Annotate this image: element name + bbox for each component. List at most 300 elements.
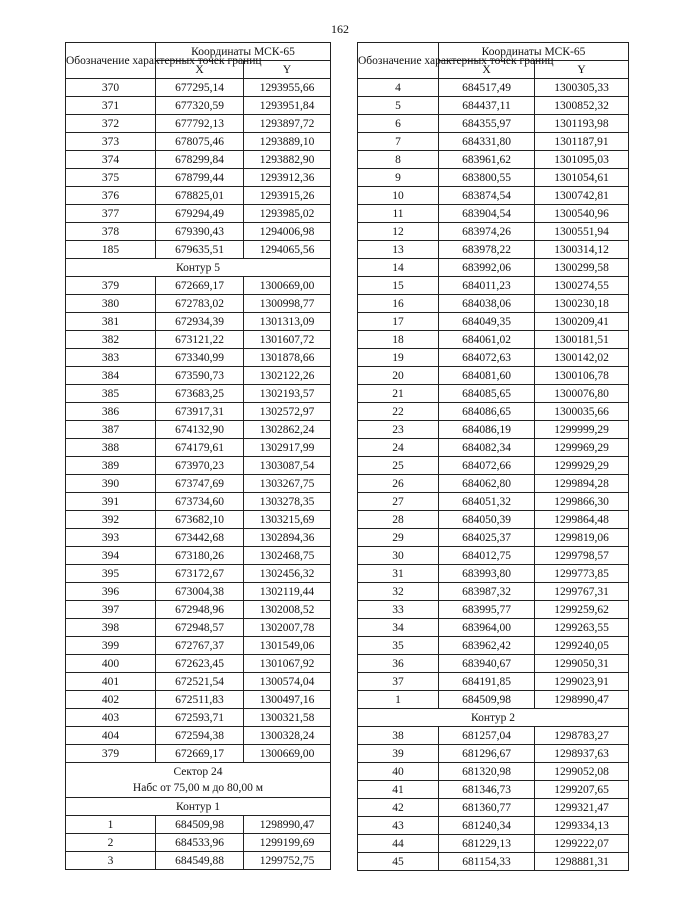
y-coordinate-cell: 1300998,77	[244, 295, 331, 313]
table-row	[66, 313, 331, 331]
x-coordinate-cell: 684509,98	[156, 816, 244, 834]
y-coordinate-cell: 1300299,58	[535, 259, 629, 277]
table-row	[66, 205, 331, 223]
table-row	[358, 187, 629, 205]
y-coordinate-cell: 1302917,99	[244, 439, 331, 457]
table-row	[66, 97, 331, 115]
point-number-cell: 1	[66, 816, 156, 834]
table-row	[66, 187, 331, 205]
point-number-cell: 26	[358, 475, 439, 493]
point-number-cell: 394	[66, 547, 156, 565]
table-row	[358, 763, 629, 781]
y-coordinate-cell: 1299222,07	[535, 835, 629, 853]
point-number-cell: 8	[358, 151, 439, 169]
x-coordinate-cell: 683800,55	[439, 169, 535, 187]
x-coordinate-cell: 684355,97	[439, 115, 535, 133]
table-row	[66, 601, 331, 619]
point-number-cell: 371	[66, 97, 156, 115]
contour-heading-row	[66, 798, 331, 816]
x-coordinate-cell: 672669,17	[156, 745, 244, 763]
y-coordinate-cell: 1302122,26	[244, 367, 331, 385]
x-coordinate-cell: 672669,17	[156, 277, 244, 295]
point-number-cell: 400	[66, 655, 156, 673]
y-coordinate-cell: 1303087,54	[244, 457, 331, 475]
x-coordinate-cell: 674179,61	[156, 439, 244, 457]
point-number-cell: 13	[358, 241, 439, 259]
y-coordinate-cell: 1303215,69	[244, 511, 331, 529]
x-coordinate-cell: 679294,49	[156, 205, 244, 223]
sector-height-range: Набс от 75,00 м до 80,00 м	[132, 782, 264, 794]
y-coordinate-cell: 1301193,98	[535, 115, 629, 133]
table-row	[358, 637, 629, 655]
point-number-cell: 34	[358, 619, 439, 637]
point-number-cell: 384	[66, 367, 156, 385]
y-coordinate-cell: 1299773,85	[535, 565, 629, 583]
x-coordinate-cell: 684011,23	[439, 277, 535, 295]
table-row	[66, 457, 331, 475]
x-coordinate-cell: 684517,49	[439, 79, 535, 97]
table-row	[66, 349, 331, 367]
x-coordinate-cell: 672593,71	[156, 709, 244, 727]
x-coordinate-cell: 678075,46	[156, 133, 244, 151]
y-coordinate-cell: 1299052,08	[535, 763, 629, 781]
x-coordinate-cell: 681296,67	[439, 745, 535, 763]
table-row	[358, 799, 629, 817]
header-x: X	[439, 61, 535, 79]
x-coordinate-cell: 684085,65	[439, 385, 535, 403]
table-row	[358, 439, 629, 457]
table-row	[358, 619, 629, 637]
point-number-cell: 40	[358, 763, 439, 781]
y-coordinate-cell: 1299050,31	[535, 655, 629, 673]
table-row	[358, 313, 629, 331]
point-number-cell: 32	[358, 583, 439, 601]
y-coordinate-cell: 1302193,57	[244, 385, 331, 403]
y-coordinate-cell: 1299334,13	[535, 817, 629, 835]
point-number-cell: 374	[66, 151, 156, 169]
x-coordinate-cell: 673917,31	[156, 403, 244, 421]
x-coordinate-cell: 683874,54	[439, 187, 535, 205]
table-row	[358, 835, 629, 853]
table-row	[66, 223, 331, 241]
table-body-left	[66, 79, 331, 870]
point-number-cell: 6	[358, 115, 439, 133]
header-x: X	[156, 61, 244, 79]
table-row	[66, 673, 331, 691]
table-row	[66, 852, 331, 870]
point-number-cell: 375	[66, 169, 156, 187]
point-number-cell: 43	[358, 817, 439, 835]
x-coordinate-cell: 673747,69	[156, 475, 244, 493]
y-coordinate-cell: 1300497,16	[244, 691, 331, 709]
x-coordinate-cell: 684082,34	[439, 439, 535, 457]
table-row	[66, 565, 331, 583]
point-number-cell: 399	[66, 637, 156, 655]
contour-heading: Контур 5	[66, 259, 331, 277]
y-coordinate-cell: 1302119,44	[244, 583, 331, 601]
y-coordinate-cell: 1293882,90	[244, 151, 331, 169]
x-coordinate-cell: 673004,38	[156, 583, 244, 601]
y-coordinate-cell: 1302894,36	[244, 529, 331, 547]
x-coordinate-cell: 684331,80	[439, 133, 535, 151]
table-row	[358, 745, 629, 763]
table-row	[66, 834, 331, 852]
y-coordinate-cell: 1299969,29	[535, 439, 629, 457]
y-coordinate-cell: 1302007,78	[244, 619, 331, 637]
header-coordinates: Координаты МСК-65	[156, 43, 331, 61]
y-coordinate-cell: 1299259,62	[535, 601, 629, 619]
x-coordinate-cell: 673121,22	[156, 331, 244, 349]
point-number-cell: 391	[66, 493, 156, 511]
y-coordinate-cell: 1301313,09	[244, 313, 331, 331]
y-coordinate-cell: 1299929,29	[535, 457, 629, 475]
y-coordinate-cell: 1300035,66	[535, 403, 629, 421]
table-row	[66, 385, 331, 403]
y-coordinate-cell: 1300076,80	[535, 385, 629, 403]
table-row	[358, 151, 629, 169]
x-coordinate-cell: 684062,80	[439, 475, 535, 493]
x-coordinate-cell: 672511,83	[156, 691, 244, 709]
x-coordinate-cell: 681229,13	[439, 835, 535, 853]
y-coordinate-cell: 1299321,47	[535, 799, 629, 817]
point-number-cell: 23	[358, 421, 439, 439]
table-row	[66, 619, 331, 637]
table-row	[66, 475, 331, 493]
x-coordinate-cell: 677792,13	[156, 115, 244, 133]
y-coordinate-cell: 1301067,92	[244, 655, 331, 673]
y-coordinate-cell: 1293912,36	[244, 169, 331, 187]
table-row	[358, 331, 629, 349]
x-coordinate-cell: 683995,77	[439, 601, 535, 619]
table-row	[66, 583, 331, 601]
point-number-cell: 395	[66, 565, 156, 583]
point-number-cell: 19	[358, 349, 439, 367]
point-number-cell: 28	[358, 511, 439, 529]
table-row	[66, 421, 331, 439]
x-coordinate-cell: 681346,73	[439, 781, 535, 799]
table-row	[358, 583, 629, 601]
point-number-cell: 14	[358, 259, 439, 277]
x-coordinate-cell: 678299,84	[156, 151, 244, 169]
point-number-cell: 38	[358, 727, 439, 745]
sector-heading-row	[66, 763, 331, 798]
point-number-cell: 15	[358, 277, 439, 295]
point-number-cell: 27	[358, 493, 439, 511]
table-row	[66, 439, 331, 457]
x-coordinate-cell: 681360,77	[439, 799, 535, 817]
point-number-cell: 401	[66, 673, 156, 691]
table-row	[358, 853, 629, 871]
table-row	[66, 745, 331, 763]
x-coordinate-cell: 673590,73	[156, 367, 244, 385]
x-coordinate-cell: 673442,68	[156, 529, 244, 547]
point-number-cell: 389	[66, 457, 156, 475]
table-row	[66, 709, 331, 727]
point-number-cell: 39	[358, 745, 439, 763]
point-number-cell: 18	[358, 331, 439, 349]
y-coordinate-cell: 1300540,96	[535, 205, 629, 223]
x-coordinate-cell: 681154,33	[439, 853, 535, 871]
x-coordinate-cell: 672948,96	[156, 601, 244, 619]
table-row	[358, 673, 629, 691]
table-row	[66, 277, 331, 295]
point-number-cell: 33	[358, 601, 439, 619]
y-coordinate-cell: 1302572,97	[244, 403, 331, 421]
point-number-cell: 381	[66, 313, 156, 331]
table-row	[66, 691, 331, 709]
x-coordinate-cell: 684081,60	[439, 367, 535, 385]
point-number-cell: 1	[358, 691, 439, 709]
header-y: Y	[244, 61, 331, 79]
table-row	[66, 493, 331, 511]
point-number-cell: 17	[358, 313, 439, 331]
x-coordinate-cell: 684191,85	[439, 673, 535, 691]
table-row	[66, 403, 331, 421]
y-coordinate-cell: 1299819,06	[535, 529, 629, 547]
y-coordinate-cell: 1300321,58	[244, 709, 331, 727]
x-coordinate-cell: 684049,35	[439, 313, 535, 331]
point-number-cell: 41	[358, 781, 439, 799]
x-coordinate-cell: 677320,59	[156, 97, 244, 115]
point-number-cell: 379	[66, 745, 156, 763]
y-coordinate-cell: 1299767,31	[535, 583, 629, 601]
table-row	[358, 367, 629, 385]
y-coordinate-cell: 1299999,29	[535, 421, 629, 439]
table-row	[358, 205, 629, 223]
y-coordinate-cell: 1299199,69	[244, 834, 331, 852]
contour-heading: Контур 1	[66, 798, 331, 816]
point-number-cell: 402	[66, 691, 156, 709]
y-coordinate-cell: 1302456,32	[244, 565, 331, 583]
y-coordinate-cell: 1298990,47	[535, 691, 629, 709]
table-row	[358, 511, 629, 529]
x-coordinate-cell: 681240,34	[439, 817, 535, 835]
x-coordinate-cell: 684012,75	[439, 547, 535, 565]
point-number-cell: 382	[66, 331, 156, 349]
y-coordinate-cell: 1301054,61	[535, 169, 629, 187]
table-row	[358, 295, 629, 313]
x-coordinate-cell: 679635,51	[156, 241, 244, 259]
y-coordinate-cell: 1299798,57	[535, 547, 629, 565]
table-row	[66, 816, 331, 834]
table-row	[358, 547, 629, 565]
point-number-cell: 21	[358, 385, 439, 403]
table-row	[66, 655, 331, 673]
point-number-cell: 24	[358, 439, 439, 457]
point-number-cell: 372	[66, 115, 156, 133]
point-number-cell: 25	[358, 457, 439, 475]
x-coordinate-cell: 677295,14	[156, 79, 244, 97]
x-coordinate-cell: 681257,04	[439, 727, 535, 745]
x-coordinate-cell: 672767,37	[156, 637, 244, 655]
point-number-cell: 373	[66, 133, 156, 151]
contour-heading-row	[358, 709, 629, 727]
point-number-cell: 379	[66, 277, 156, 295]
table-row	[358, 475, 629, 493]
y-coordinate-cell: 1301095,03	[535, 151, 629, 169]
sector-title: Сектор 24	[173, 766, 223, 778]
x-coordinate-cell: 684549,88	[156, 852, 244, 870]
table-row	[358, 817, 629, 835]
x-coordinate-cell: 673340,99	[156, 349, 244, 367]
point-number-cell: 7	[358, 133, 439, 151]
y-coordinate-cell: 1299240,05	[535, 637, 629, 655]
point-number-cell: 390	[66, 475, 156, 493]
point-number-cell: 36	[358, 655, 439, 673]
x-coordinate-cell: 673970,23	[156, 457, 244, 475]
point-number-cell: 185	[66, 241, 156, 259]
table-row	[66, 241, 331, 259]
y-coordinate-cell: 1299263,55	[535, 619, 629, 637]
x-coordinate-cell: 672623,45	[156, 655, 244, 673]
point-number-cell: 376	[66, 187, 156, 205]
x-coordinate-cell: 672934,39	[156, 313, 244, 331]
x-coordinate-cell: 684509,98	[439, 691, 535, 709]
table-row	[358, 655, 629, 673]
table-row	[358, 277, 629, 295]
x-coordinate-cell: 684437,11	[439, 97, 535, 115]
y-coordinate-cell: 1302008,52	[244, 601, 331, 619]
x-coordinate-cell: 681320,98	[439, 763, 535, 781]
table-row	[358, 349, 629, 367]
table-row	[358, 241, 629, 259]
y-coordinate-cell: 1300142,02	[535, 349, 629, 367]
y-coordinate-cell: 1300669,00	[244, 745, 331, 763]
y-coordinate-cell: 1300181,51	[535, 331, 629, 349]
point-number-cell: 393	[66, 529, 156, 547]
header-y: Y	[535, 61, 629, 79]
y-coordinate-cell: 1300742,81	[535, 187, 629, 205]
y-coordinate-cell: 1301878,66	[244, 349, 331, 367]
x-coordinate-cell: 679390,43	[156, 223, 244, 241]
y-coordinate-cell: 1300551,94	[535, 223, 629, 241]
table-row	[358, 223, 629, 241]
table-row	[358, 79, 629, 97]
y-coordinate-cell: 1300328,24	[244, 727, 331, 745]
header-coordinates: Координаты МСК-65	[439, 43, 629, 61]
x-coordinate-cell: 672521,54	[156, 673, 244, 691]
y-coordinate-cell: 1300305,33	[535, 79, 629, 97]
x-coordinate-cell: 673172,67	[156, 565, 244, 583]
x-coordinate-cell: 683974,26	[439, 223, 535, 241]
y-coordinate-cell: 1300274,55	[535, 277, 629, 295]
y-coordinate-cell: 1299023,91	[535, 673, 629, 691]
x-coordinate-cell: 683961,62	[439, 151, 535, 169]
table-row	[358, 493, 629, 511]
table-row	[358, 601, 629, 619]
point-number-cell: 35	[358, 637, 439, 655]
table-row	[66, 547, 331, 565]
x-coordinate-cell: 683964,00	[439, 619, 535, 637]
table-row	[358, 403, 629, 421]
point-number-cell: 383	[66, 349, 156, 367]
point-number-cell: 396	[66, 583, 156, 601]
point-number-cell: 29	[358, 529, 439, 547]
point-number-cell: 11	[358, 205, 439, 223]
point-number-cell: 403	[66, 709, 156, 727]
point-number-cell: 44	[358, 835, 439, 853]
point-number-cell: 380	[66, 295, 156, 313]
point-number-cell: 42	[358, 799, 439, 817]
x-coordinate-cell: 684050,39	[439, 511, 535, 529]
x-coordinate-cell: 684072,63	[439, 349, 535, 367]
point-number-cell: 22	[358, 403, 439, 421]
x-coordinate-cell: 684533,96	[156, 834, 244, 852]
y-coordinate-cell: 1294006,98	[244, 223, 331, 241]
x-coordinate-cell: 678825,01	[156, 187, 244, 205]
point-number-cell: 370	[66, 79, 156, 97]
point-number-cell: 3	[66, 852, 156, 870]
header-designation: Обозначение характерных точек границ	[358, 43, 439, 79]
point-number-cell: 386	[66, 403, 156, 421]
y-coordinate-cell: 1300209,41	[535, 313, 629, 331]
point-number-cell: 387	[66, 421, 156, 439]
point-number-cell: 392	[66, 511, 156, 529]
table-row	[66, 727, 331, 745]
point-number-cell: 30	[358, 547, 439, 565]
y-coordinate-cell: 1300852,32	[535, 97, 629, 115]
point-number-cell: 20	[358, 367, 439, 385]
table-row	[358, 385, 629, 403]
x-coordinate-cell: 683904,54	[439, 205, 535, 223]
x-coordinate-cell: 673683,25	[156, 385, 244, 403]
table-row	[358, 457, 629, 475]
x-coordinate-cell: 684038,06	[439, 295, 535, 313]
x-coordinate-cell: 684072,66	[439, 457, 535, 475]
y-coordinate-cell: 1298990,47	[244, 816, 331, 834]
page-number: 162	[331, 22, 349, 36]
point-number-cell: 2	[66, 834, 156, 852]
y-coordinate-cell: 1298881,31	[535, 853, 629, 871]
sector-heading	[66, 763, 331, 798]
point-number-cell: 5	[358, 97, 439, 115]
table-row	[66, 295, 331, 313]
y-coordinate-cell: 1293985,02	[244, 205, 331, 223]
y-coordinate-cell: 1300106,78	[535, 367, 629, 385]
table-row	[66, 151, 331, 169]
contour-heading-row	[66, 259, 331, 277]
point-number-cell: 31	[358, 565, 439, 583]
x-coordinate-cell: 683978,22	[439, 241, 535, 259]
table-row	[66, 169, 331, 187]
table-row	[66, 115, 331, 133]
coordinates-table-right	[357, 42, 629, 871]
x-coordinate-cell: 674132,90	[156, 421, 244, 439]
x-coordinate-cell: 672594,38	[156, 727, 244, 745]
x-coordinate-cell: 672948,57	[156, 619, 244, 637]
point-number-cell: 397	[66, 601, 156, 619]
table-row	[358, 115, 629, 133]
y-coordinate-cell: 1293915,26	[244, 187, 331, 205]
table-row	[358, 259, 629, 277]
y-coordinate-cell: 1302862,24	[244, 421, 331, 439]
contour-heading: Контур 2	[358, 709, 629, 727]
y-coordinate-cell: 1302468,75	[244, 547, 331, 565]
table-row	[358, 727, 629, 745]
table-row	[66, 637, 331, 655]
y-coordinate-cell: 1300574,04	[244, 673, 331, 691]
point-number-cell: 4	[358, 79, 439, 97]
table-body-right	[358, 79, 629, 871]
point-number-cell: 398	[66, 619, 156, 637]
y-coordinate-cell: 1299864,48	[535, 511, 629, 529]
y-coordinate-cell: 1298937,63	[535, 745, 629, 763]
point-number-cell: 378	[66, 223, 156, 241]
y-coordinate-cell: 1299894,28	[535, 475, 629, 493]
point-number-cell: 404	[66, 727, 156, 745]
x-coordinate-cell: 684086,19	[439, 421, 535, 439]
point-number-cell: 37	[358, 673, 439, 691]
